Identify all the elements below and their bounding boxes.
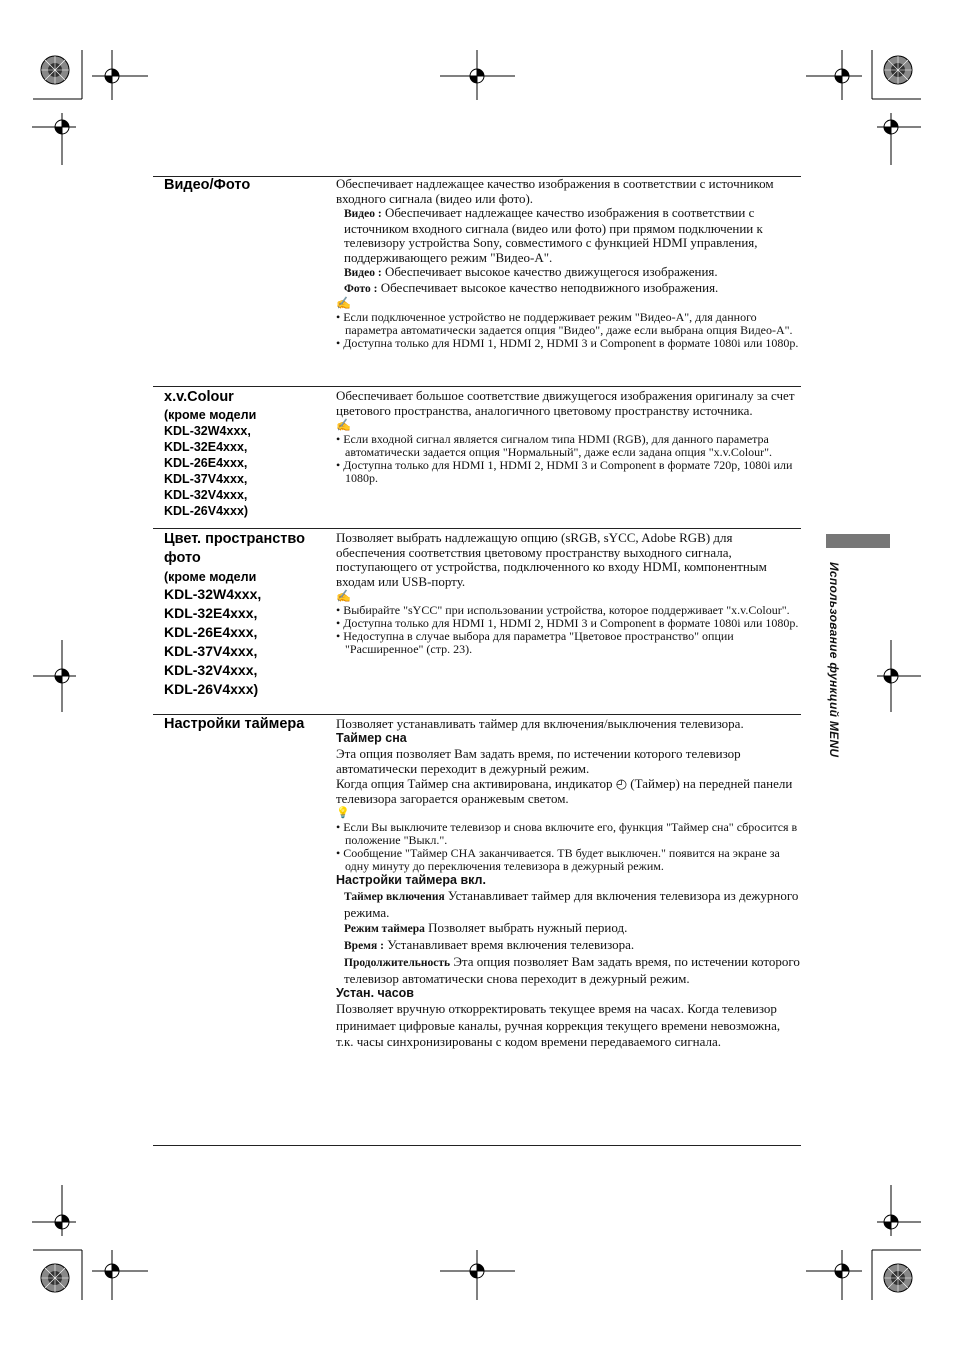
subsection-title-sleep-timer: Таймер сна <box>336 731 407 745</box>
section-body-color-space <box>336 531 800 656</box>
option-separator: : <box>374 208 382 220</box>
divider <box>153 386 801 387</box>
section-title: Цвет. пространство фото <box>164 531 305 566</box>
option-text: Обеспечивает надлежащее качество изображения в соответствии с источником входного сигнала (видео или фото) при прямом подключении к телевизору устройства Sony, совместимого с функцией HDMI управления, поддерживающего режим "Видео-A". <box>344 205 763 265</box>
section-subtitle: (кроме модели <box>164 408 257 422</box>
option-item <box>336 265 800 281</box>
model-number: KDL-32V4xxx, <box>164 662 258 678</box>
note-bullet: • Доступна только для HDMI 1, HDMI 2, HDMI 3 и Component в формате 720p, 1080i или 1080p. <box>336 457 793 485</box>
section-body-xvcolour <box>336 389 800 485</box>
option-separator: : <box>370 282 378 295</box>
model-number: KDL-32V4xxx, <box>164 488 248 502</box>
section-label-xvcolour <box>164 388 330 519</box>
hint-bullet: • Сообщение "Таймер СНА заканчивается. ТВ будет выключен." появится на экране за одну минуту до переключения телевизора в дежурный режим. <box>336 846 780 873</box>
option-text: Устанавливает таймер для включения телевизора из дежурного режима. <box>344 888 799 920</box>
note-bullet: • Выбирайте "sYCC" при использовании устройства, которое поддерживает "x.v.Colour". <box>336 602 790 617</box>
option-item <box>336 954 800 986</box>
sleep-timer-text: Эта опция позволяет Вам задать время, по истечении которого телевизор автоматически переходит в дежурный режим. <box>336 746 741 776</box>
section-title: Видео/Фото <box>164 177 251 193</box>
model-number: KDL-32E4xxx, <box>164 440 248 454</box>
option-item <box>336 920 800 937</box>
section-body-timer <box>336 716 800 1051</box>
option-text: Обеспечивает высокое качество неподвижного изображения. <box>377 279 719 295</box>
model-number: KDL-26V4xxx) <box>164 681 259 697</box>
model-number: KDL-26E4xxx, <box>164 456 248 470</box>
section-body-video-photo <box>336 177 800 350</box>
option-name: Фото <box>344 282 371 295</box>
model-number: KDL-32W4xxx, <box>164 586 262 602</box>
model-number: KDL-32W4xxx, <box>164 424 251 438</box>
section-intro: Обеспечивает большое соответствие движущегося изображения оригиналу за счет цветового пространства, аналогичного цветовому пространству источника. <box>336 388 795 418</box>
subsection-title-on-timer: Настройки таймера вкл. <box>336 873 486 887</box>
option-name: Продолжительность <box>344 957 451 969</box>
section-intro: Обеспечивает надлежащее качество изображения в соответствии с источником входного сигнала (видео или фото). <box>336 176 774 206</box>
section-title: Настройки таймера <box>164 716 305 732</box>
divider <box>153 1145 801 1146</box>
option-text: Устанавливает время включения телевизора. <box>383 937 635 952</box>
model-number: KDL-37V4xxx, <box>164 643 258 659</box>
clock-set-text: Позволяет вручную откорректировать текущее время на часах. Когда телевизор принимает цифровые каналы, ручная коррекция текущего времени невозможна, т.к. часы синхронизированы с кодом времени передаваемого сигнала. <box>336 1001 781 1049</box>
section-label-color-space <box>164 530 330 699</box>
option-name: Видео <box>344 267 375 279</box>
note-bullet: • Недоступна в случае выбора для параметра "Цветовое пространство" опции "Расширенное" (стр. 23). <box>336 628 734 656</box>
option-name: Видео <box>344 208 375 220</box>
option-name: Таймер включения <box>344 891 445 903</box>
chapter-tab-marker <box>826 534 890 548</box>
chapter-side-label: Использование функций MENU <box>827 562 841 758</box>
option-item <box>336 281 800 297</box>
note-bullet: • Доступна только для HDMI 1, HDMI 2, HDMI 3 и Component в формате 1080i или 1080p. <box>336 615 799 630</box>
hint-icon: 💡 <box>336 807 350 819</box>
option-name: Время <box>344 940 378 952</box>
option-item <box>336 888 800 920</box>
section-title: x.v.Colour <box>164 389 234 405</box>
note-icon: ✍ <box>336 589 351 603</box>
option-text: Обеспечивает высокое качество движущегося изображения. <box>381 264 718 279</box>
note-bullet: • Если подключенное устройство не поддерживает режим "Видео-A", для данного параметра автоматически задается опция "Видео", даже если выбрана опция Видео-A". <box>336 309 793 337</box>
option-item <box>336 937 800 954</box>
sleep-timer-text: Когда опция Таймер сна активирована, индикатор ◴ (Таймер) на передней панели телевизора загорается оранжевым светом. <box>336 776 793 806</box>
model-number: KDL-26V4xxx) <box>164 504 249 518</box>
option-text: Позволяет выбрать нужный период. <box>424 920 628 935</box>
option-separator: : <box>377 940 384 952</box>
note-icon: ✍ <box>336 418 351 432</box>
note-bullet: • Если входной сигнал является сигналом типа HDMI (RGB), для данного параметра автоматически задается опция "Нормальный", даже если задана опция "x.v.Colour". <box>336 431 773 459</box>
section-intro: Позволяет выбрать надлежащую опцию (sRGB, sYCC, Adobe RGB) для обеспечения соответствия цветовому пространству выходного сигнала, поступающего от устройства, подключенного ко входу HDMI, компонентным входам или USB-порту. <box>336 530 767 589</box>
option-item <box>336 206 800 265</box>
divider <box>153 528 801 529</box>
section-label-timer <box>164 715 330 734</box>
section-label-video-photo <box>164 176 330 195</box>
note-bullet: • Доступна только для HDMI 1, HDMI 2, HDMI 3 и Component в формате 1080i или 1080p. <box>336 335 799 350</box>
section-intro: Позволяет устанавливать таймер для включения/выключения телевизора. <box>336 716 744 731</box>
model-number: KDL-32E4xxx, <box>164 605 258 621</box>
section-subtitle: (кроме модели <box>164 570 257 584</box>
model-number: KDL-26E4xxx, <box>164 624 258 640</box>
option-text: Эта опция позволяет Вам задать время, по истечении которого телевизор автоматически снова переходит в дежурный режим. <box>344 954 800 986</box>
hint-bullet: • Если Вы выключите телевизор и снова включите его, функция "Таймер сна" сбросится в положение "Выкл.". <box>336 820 798 847</box>
option-name: Режим таймера <box>344 923 425 935</box>
model-number: KDL-37V4xxx, <box>164 472 248 486</box>
subsection-title-clock-set: Устан. часов <box>336 986 414 1000</box>
option-separator: : <box>374 267 382 279</box>
note-icon: ✍ <box>336 296 351 310</box>
